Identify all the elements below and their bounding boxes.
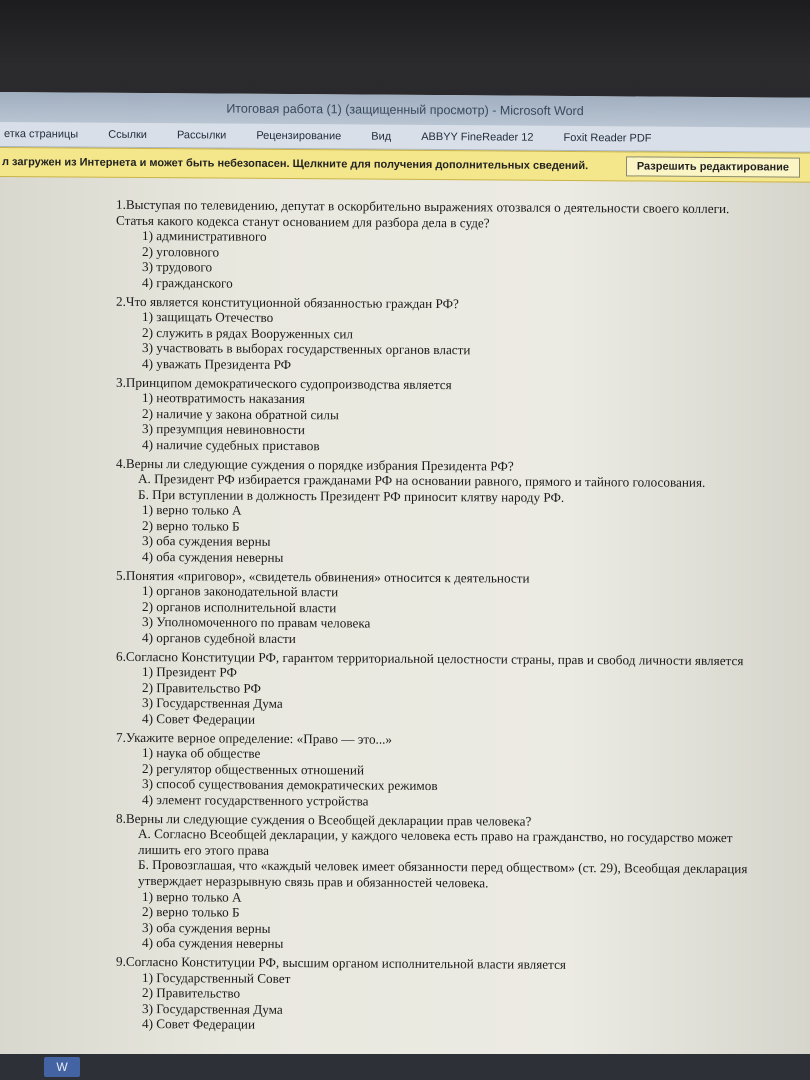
answer-option: 4) Совет Федерации [142, 710, 256, 727]
answer-option: 2) Правительство РФ [142, 679, 261, 696]
question-text: 3.Принципом демократического судопроизводства является [116, 374, 452, 392]
answer-option: 4) органов судебной власти [142, 630, 296, 647]
answer-option: 3) способ существования демократических режимов [142, 776, 438, 794]
question-text: 9.Согласно Конституции РФ, высшим органом исполнительной власти является [116, 953, 566, 972]
tab-view[interactable]: Вид [371, 130, 392, 143]
window-title: Итоговая работа (1) (защищенный просмотр) - Microsoft Word [0, 92, 810, 128]
question-block [116, 197, 766, 295]
answer-option: 2) верно только Б [142, 517, 240, 534]
question-text: 6.Согласно Конституции РФ, гарантом территориальной целостности страны, прав и свобод личности является [116, 648, 744, 668]
taskbar [0, 1054, 810, 1080]
answer-option: 1) Государственный Совет [142, 969, 291, 986]
question-text: 2.Что является конституционной обязанностью граждан РФ? [116, 293, 459, 311]
question-text: 8.Верны ли следующие суждения о Всеобщей декларации прав человека? [116, 810, 532, 829]
answer-option: 4) оба суждения неверны [142, 935, 284, 952]
answer-option: 4) элемент государственного устройства [142, 791, 369, 809]
tab-mailings[interactable]: Рассылки [176, 129, 227, 142]
question-block [116, 729, 766, 812]
protected-view-message[interactable]: л загружен из Интернета и может быть небезопасен. Щелкните для получения дополнительных сведений. [2, 156, 589, 173]
enable-editing-button[interactable]: Разрешить редактирование [626, 156, 800, 177]
answer-option: 4) уважать Президента РФ [142, 355, 292, 372]
tab-abbyy[interactable]: ABBYY FineReader 12 [421, 130, 534, 144]
tab-review[interactable]: Рецензирование [256, 129, 342, 143]
answer-option: 2) органов исполнительной власти [142, 598, 337, 616]
tab-page-layout[interactable]: етка страницы [4, 128, 79, 141]
answer-option: 3) презумпция невиновности [142, 421, 305, 438]
answer-option: 4) наличие судебных приставов [142, 436, 320, 454]
answer-option: 1) административного [142, 228, 267, 245]
question-text: 1.Выступая по телевидению, депутат в оскорбительно выражениях отозвался о деятельности своего коллеги. Статья какого кодекса станут основанием для разбора дела в суде? [116, 196, 730, 231]
answer-option: 2) наличие у закона обратной силы [142, 405, 339, 423]
question-statement: А. Согласно Всеобщей декларации, у каждого человека есть право на гражданство, но государство может лишить его этого права [138, 826, 733, 858]
answer-option: 2) верно только Б [142, 904, 240, 920]
answer-option: 3) оба суждения верны [142, 533, 271, 550]
answer-option: 2) регулятор общественных отношений [142, 760, 365, 778]
answer-option: 4) оба суждения неверны [142, 549, 284, 566]
answer-option: 4) гражданского [142, 274, 233, 291]
question-block [116, 455, 766, 569]
word-taskbar-icon[interactable]: W [44, 1057, 80, 1077]
answer-option: 1) защищать Отечество [142, 309, 274, 326]
answer-option: 1) органов законодательной власти [142, 583, 339, 600]
question-block [116, 374, 766, 457]
answer-option: 1) верно только А [142, 502, 242, 518]
question-block [116, 567, 766, 650]
word-window [0, 92, 810, 1078]
question-statement: А. Президент РФ избирается гражданами РФ на основании равного, прямого и тайного голосования. [138, 471, 706, 491]
question-text: 7.Укажите верное определение: «Право — это...» [116, 729, 393, 747]
answer-option: 3) трудового [142, 259, 213, 275]
answer-option: 1) Президент РФ [142, 664, 237, 680]
answer-option: 2) Правительство [142, 985, 241, 1001]
tab-foxit[interactable]: Foxit Reader PDF [563, 131, 652, 145]
question-text: 4.Верны ли следующие суждения о порядке избрания Президента РФ? [116, 455, 514, 474]
answer-option: 4) Совет Федерации [142, 1016, 256, 1033]
question-statement: Б. Провозглашая, что «каждый человек имеет обязанности перед обществом» (ст. 29), Всеобщая декларация утверждает неразрывную связь прав и обязанностей человека. [138, 857, 748, 891]
answer-option: 1) верно только А [142, 888, 242, 905]
question-block [116, 954, 766, 1037]
answer-option: 3) Государственная Дума [142, 695, 283, 712]
question-block [116, 648, 766, 731]
answer-option: 3) участвовать в выборах государственных органов власти [142, 340, 471, 358]
answer-option: 2) уголовного [142, 243, 220, 260]
question-block [116, 293, 766, 376]
tab-references[interactable]: Ссылки [108, 128, 147, 142]
question-text: 5.Понятия «приговор», «свидетель обвинения» относится к деятельности [116, 567, 530, 586]
answer-option: 3) Государственная Дума [142, 1000, 283, 1017]
document-body[interactable] [116, 197, 766, 1039]
answer-option: 1) наука об обществе [142, 745, 261, 762]
question-block [116, 810, 766, 955]
question-statement: Б. При вступлении в должность Президент РФ приносит клятву народу РФ. [138, 486, 565, 505]
answer-option: 2) служить в рядах Вооруженных сил [142, 324, 353, 342]
answer-option: 3) оба суждения верны [142, 919, 271, 936]
answer-option: 3) Уполномоченного по правам человека [142, 614, 371, 632]
answer-option: 1) неотвратимость наказания [142, 390, 305, 407]
protected-view-bar [0, 147, 810, 183]
